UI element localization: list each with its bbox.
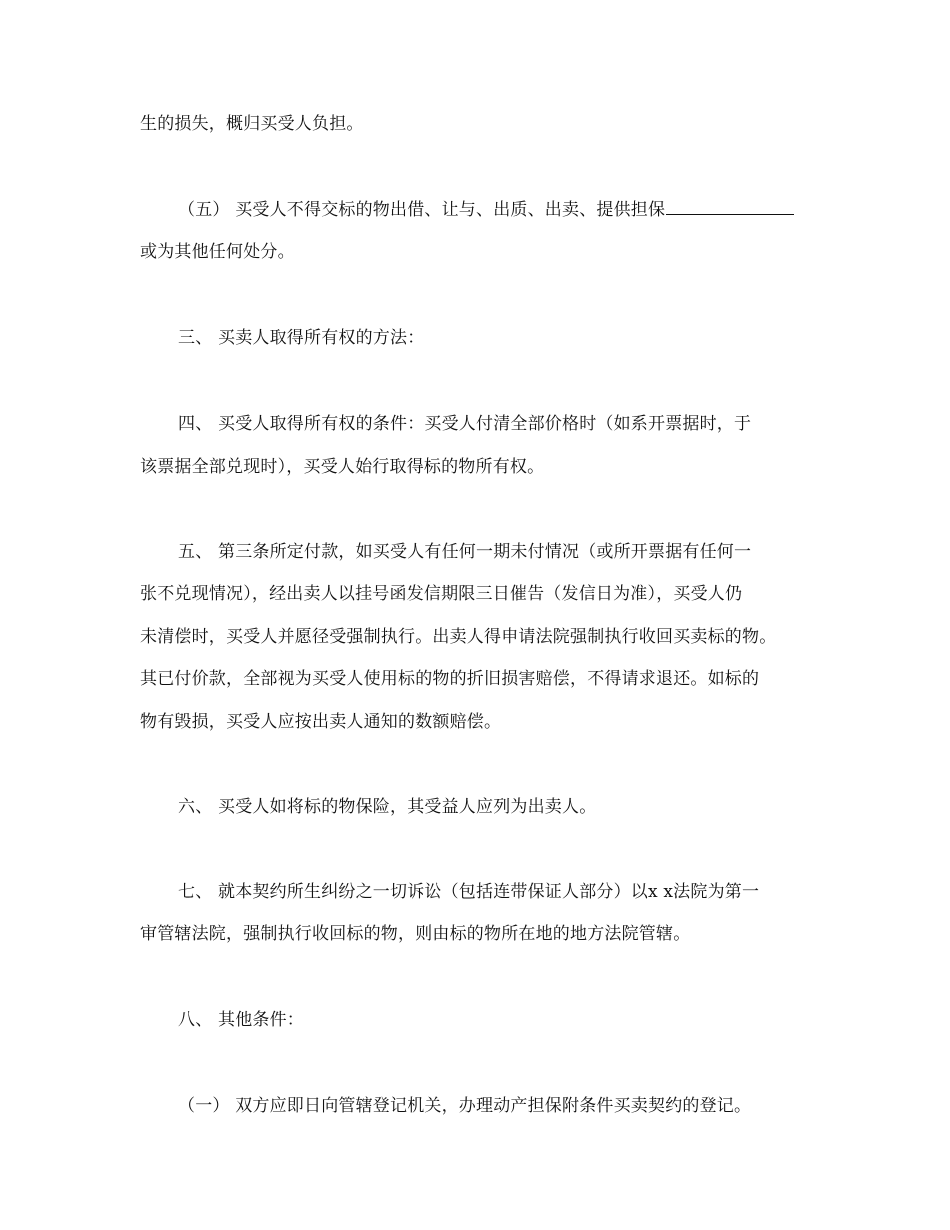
- clause-5-text: （五） 买受人不得交标的物出借、让与、出质、出卖、提供担保: [178, 200, 666, 220]
- section-5-line-2: 张不兑现情况），经出卖人以挂号函发信期限三日催告（发信日为准），买受人仍: [140, 584, 743, 604]
- text-line-3: 或为其他任何处分。: [140, 242, 295, 262]
- clause-5-line: [178, 198, 794, 222]
- section-7-line-2: 审管辖法院，强制执行收回标的物，则由标的物所在地的地方法院管辖。: [140, 924, 691, 944]
- section-5-line-5: 物有毁损，买受人应按出卖人通知的数额赔偿。: [140, 712, 502, 732]
- text-line-1: 生的损失，概归买受人负担。: [140, 114, 364, 134]
- section-6-line: 六、 买受人如将标的物保险，其受益人应列为出卖人。: [178, 797, 597, 817]
- section-4-line-2: 该票据全部兑现时），买受人始行取得标的物所有权。: [140, 457, 545, 477]
- section-8-title: 八、 其他条件：: [178, 1010, 305, 1030]
- section-3-title: 三、 买卖人取得所有权的方法：: [178, 328, 425, 348]
- section-4-line-1: 四、 买受人取得所有权的条件：买受人付清全部价格时（如系开票据时，于: [178, 414, 752, 434]
- section-5-line-3: 未清偿时，买受人并愿径受强制执行。出卖人得申请法院强制执行收回买卖标的物。: [140, 627, 777, 647]
- section-5-line-1: 五、 第三条所定付款，如买受人有任何一期未付情况（或所开票据有任何一: [178, 542, 752, 562]
- fill-in-blank: [666, 198, 794, 215]
- section-5-line-4: 其已付价款，全部视为买受人使用标的物的折旧损害赔偿，不得请求退还。如标的: [140, 669, 760, 689]
- section-7-line-1: 七、 就本契约所生纠纷之一切诉讼（包括连带保证人部分）以x x法院为第一: [178, 882, 760, 902]
- section-8-item-1: （一） 双方应即日向管辖登记机关，办理动产担保附条件买卖契约的登记。: [178, 1096, 752, 1116]
